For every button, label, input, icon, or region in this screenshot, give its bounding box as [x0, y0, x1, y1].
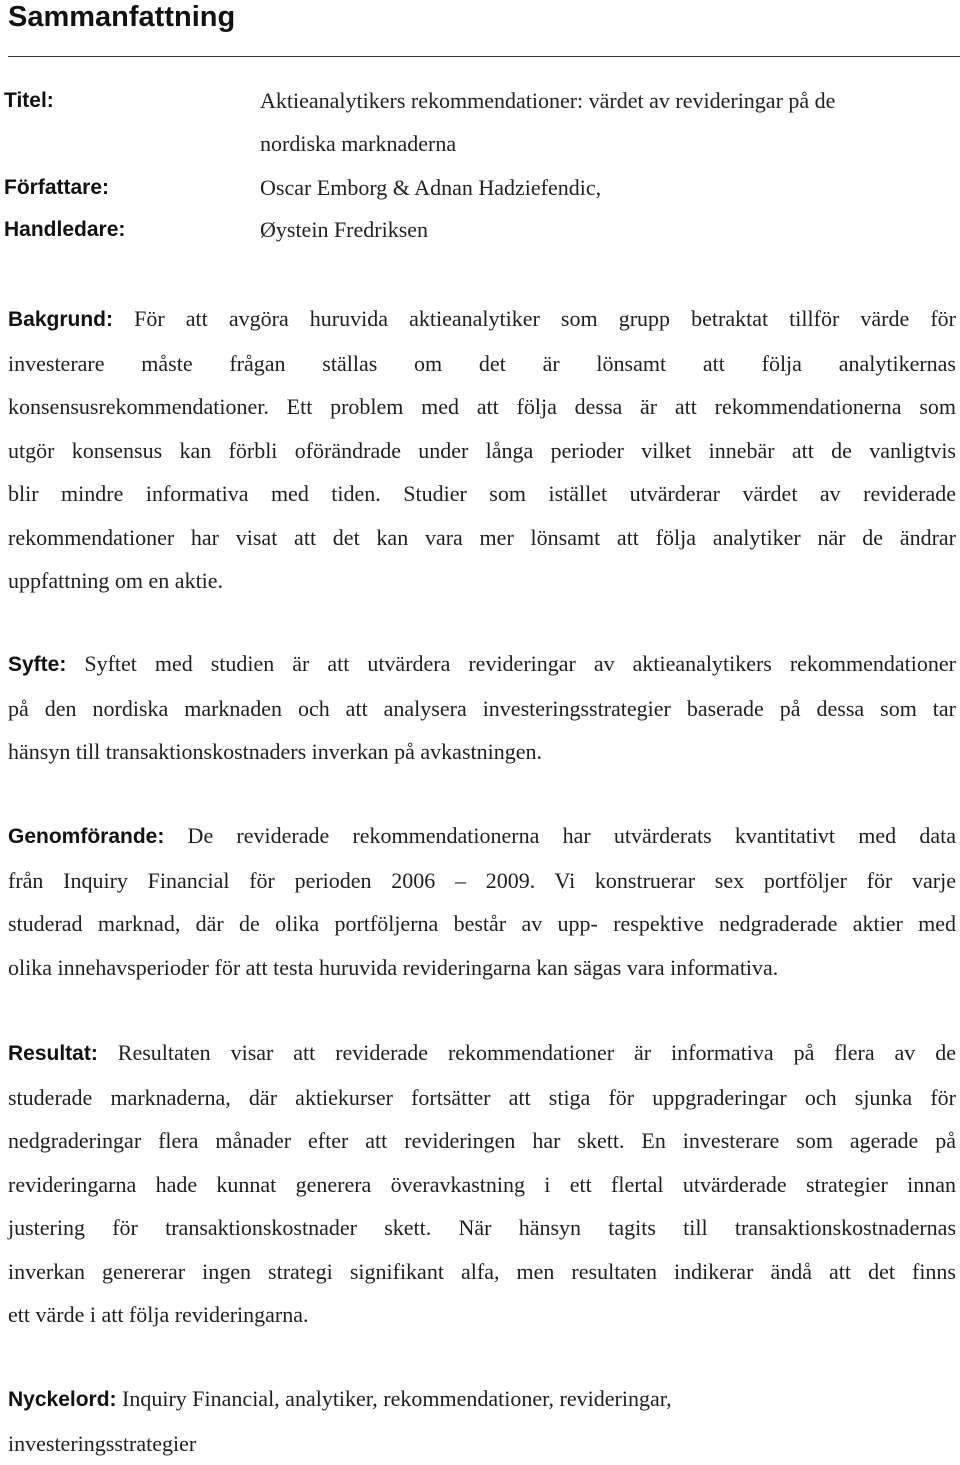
page-title: Sammanfattning [8, 0, 235, 36]
method-line [8, 814, 956, 859]
method-text: De reviderade rekommendationerna har utvärderats kvantitativt med data [164, 823, 956, 848]
results-line: revideringarna hade kunnat generera överavkastning i ett flertal utvärderade strategier innan [8, 1163, 956, 1207]
background-line: rekommendationer har visat att det kan vara mer lönsamt att följa analytiker när de ändrar [8, 516, 956, 560]
background-text: För att avgöra huruvida aktieanalytiker som grupp betraktat tillför värde för [113, 306, 956, 331]
results-text: Resultaten visar att reviderade rekommendationer är informativa på flera av de [98, 1040, 956, 1065]
results-label: Resultat: [8, 1042, 98, 1065]
title-label: Titel: [4, 88, 54, 114]
method-line: från Inquiry Financial för perioden 2006 – 2009. Vi konstruerar sex portföljer för varje [8, 859, 956, 903]
thesis-title-line-2: nordiska marknaderna [260, 131, 456, 157]
background-line: blir mindre informativa med tiden. Studier som istället utvärderar värdet av reviderade [8, 472, 956, 516]
method-line: olika innehavsperioder för att testa huruvida revideringarna kan sägas vara informativa. [8, 946, 956, 990]
keywords-section [8, 1377, 956, 1465]
supervisor-value: Øystein Fredriksen [260, 217, 428, 243]
results-line: justering för transaktionskostnader skett. När hänsyn tagits till transaktionskostnadernas [8, 1206, 956, 1250]
results-line: nedgraderingar flera månader efter att revideringen har skett. En investerare som agerade på [8, 1119, 956, 1163]
background-label: Bakgrund: [8, 308, 113, 331]
background-line [8, 297, 956, 342]
purpose-text: Syftet med studien är att utvärdera revideringar av aktieanalytikers rekommendationer [66, 651, 956, 676]
results-section [8, 1031, 956, 1337]
keywords-text: Inquiry Financial, analytiker, rekommendationer, revideringar, [117, 1386, 672, 1411]
keywords-label: Nyckelord: [8, 1388, 117, 1411]
supervisor-label: Handledare: [4, 217, 125, 243]
background-line: uppfattning om en aktie. [8, 559, 956, 603]
method-label: Genomförande: [8, 825, 164, 848]
method-line: studerad marknad, där de olika portföljerna består av upp- respektive nedgraderade aktier med [8, 902, 956, 946]
background-section [8, 297, 956, 603]
results-line: ett värde i att följa revideringarna. [8, 1293, 956, 1337]
results-line: studerade marknaderna, där aktiekurser fortsätter att stiga för uppgraderingar och sjunka för [8, 1076, 956, 1120]
authors-label: Författare: [4, 175, 109, 201]
thesis-title-line-1: Aktieanalytikers rekommendationer: värdet av revideringar på de [260, 88, 835, 114]
title-divider [8, 56, 960, 57]
purpose-line: på den nordiska marknaden och att analysera investeringsstrategier baserade på dessa som tar [8, 687, 956, 731]
purpose-line [8, 642, 956, 687]
keywords-line: investeringsstrategier [8, 1422, 956, 1465]
authors-value: Oscar Emborg & Adnan Hadziefendic, [260, 175, 601, 201]
purpose-label: Syfte: [8, 653, 66, 676]
results-line [8, 1031, 956, 1076]
background-line: konsensusrekommendationer. Ett problem med att följa dessa är att rekommendationerna som [8, 385, 956, 429]
purpose-section [8, 642, 956, 774]
purpose-line: hänsyn till transaktionskostnaders inverkan på avkastningen. [8, 730, 956, 774]
background-line: utgör konsensus kan förbli oförändrade under långa perioder vilket innebär att de vanligtvis [8, 429, 956, 473]
keywords-line [8, 1377, 956, 1422]
results-line: inverkan genererar ingen strategi signifikant alfa, men resultaten indikerar ändå att det finns [8, 1250, 956, 1294]
background-line: investerare måste frågan ställas om det är lönsamt att följa analytikernas [8, 342, 956, 386]
method-section [8, 814, 956, 989]
